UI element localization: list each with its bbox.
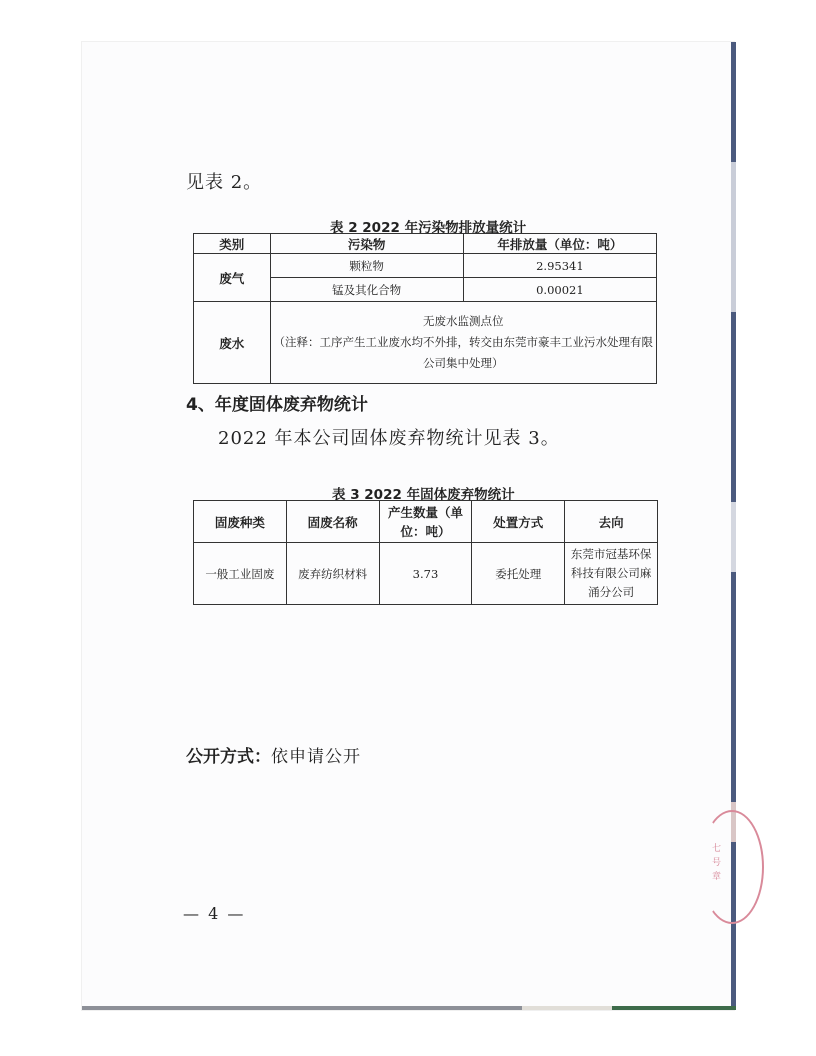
table2-water-note	[270, 302, 657, 384]
table-row	[194, 254, 657, 278]
disclosure-label: 公开方式：	[186, 747, 271, 767]
table3-dest-cell	[565, 543, 658, 605]
table3-qty-cell: 3.73	[379, 543, 472, 605]
disclosure-value: 依申请公开	[271, 747, 361, 767]
table3-header-row	[194, 501, 658, 543]
section4-heading: 4、年度固体废弃物统计	[186, 395, 368, 415]
table2-water-line2: （注释：工序产生工业废水均不外排，转交由东莞市豪丰工业污水处理有限	[273, 335, 653, 349]
table2-water-line3: 公司集中处理）	[423, 356, 504, 370]
table2-caption: 表 2 2022 年污染物排放量统计	[330, 220, 527, 236]
page-number: — 4 —	[183, 904, 246, 923]
table2-pollutant-cell: 锰及其化合物	[270, 278, 463, 302]
table3-name-cell: 废弃纺织材料	[286, 543, 379, 605]
table2-header-amount: 年排放量（单位：吨）	[463, 234, 656, 254]
table2-amount-cell: 2.95341	[463, 254, 656, 278]
table3-header-dest: 去向	[565, 501, 658, 543]
table3-dest-line1: 东莞市冠基环保	[570, 547, 652, 561]
table3	[193, 500, 658, 605]
table3-type-cell: 一般工业固废	[194, 543, 287, 605]
table2-header-pollutant: 污染物	[270, 234, 463, 254]
disclosure-line	[186, 742, 361, 767]
table2-gas-category: 废气	[194, 254, 271, 302]
table3-dest-line2: 科技有限公司麻	[570, 566, 652, 580]
table2-header-category: 类别	[194, 234, 271, 254]
table2-header-row	[194, 234, 657, 254]
table3-header-qty-line2: 位：吨）	[400, 523, 451, 539]
table3-header-qty	[379, 501, 472, 543]
table2-amount-cell: 0.00021	[463, 278, 656, 302]
seal-stamp-text: 七 号 章	[712, 844, 722, 882]
table3-header-method: 处置方式	[472, 501, 565, 543]
binding-edge-bottom	[82, 1006, 736, 1010]
seal-stamp	[700, 810, 764, 924]
table3-dest-line3: 涌分公司	[588, 585, 635, 599]
table2-water-category: 废水	[194, 302, 271, 384]
table3-caption: 表 3 2022 年固体废弃物统计	[332, 487, 515, 503]
table2	[193, 233, 657, 384]
intro-text: 见表 2。	[186, 172, 263, 193]
section4-text: 2022 年本公司固体废弃物统计见表 3。	[218, 428, 560, 449]
table3-header-qty-line1: 产生数量（单	[387, 504, 463, 520]
table-row	[194, 543, 658, 605]
table3-method-cell: 委托处理	[472, 543, 565, 605]
table2-water-line1: 无废水监测点位	[423, 314, 504, 328]
table-row	[194, 302, 657, 384]
table3-header-name: 固废名称	[286, 501, 379, 543]
table2-pollutant-cell: 颗粒物	[270, 254, 463, 278]
table3-header-type: 固废种类	[194, 501, 287, 543]
